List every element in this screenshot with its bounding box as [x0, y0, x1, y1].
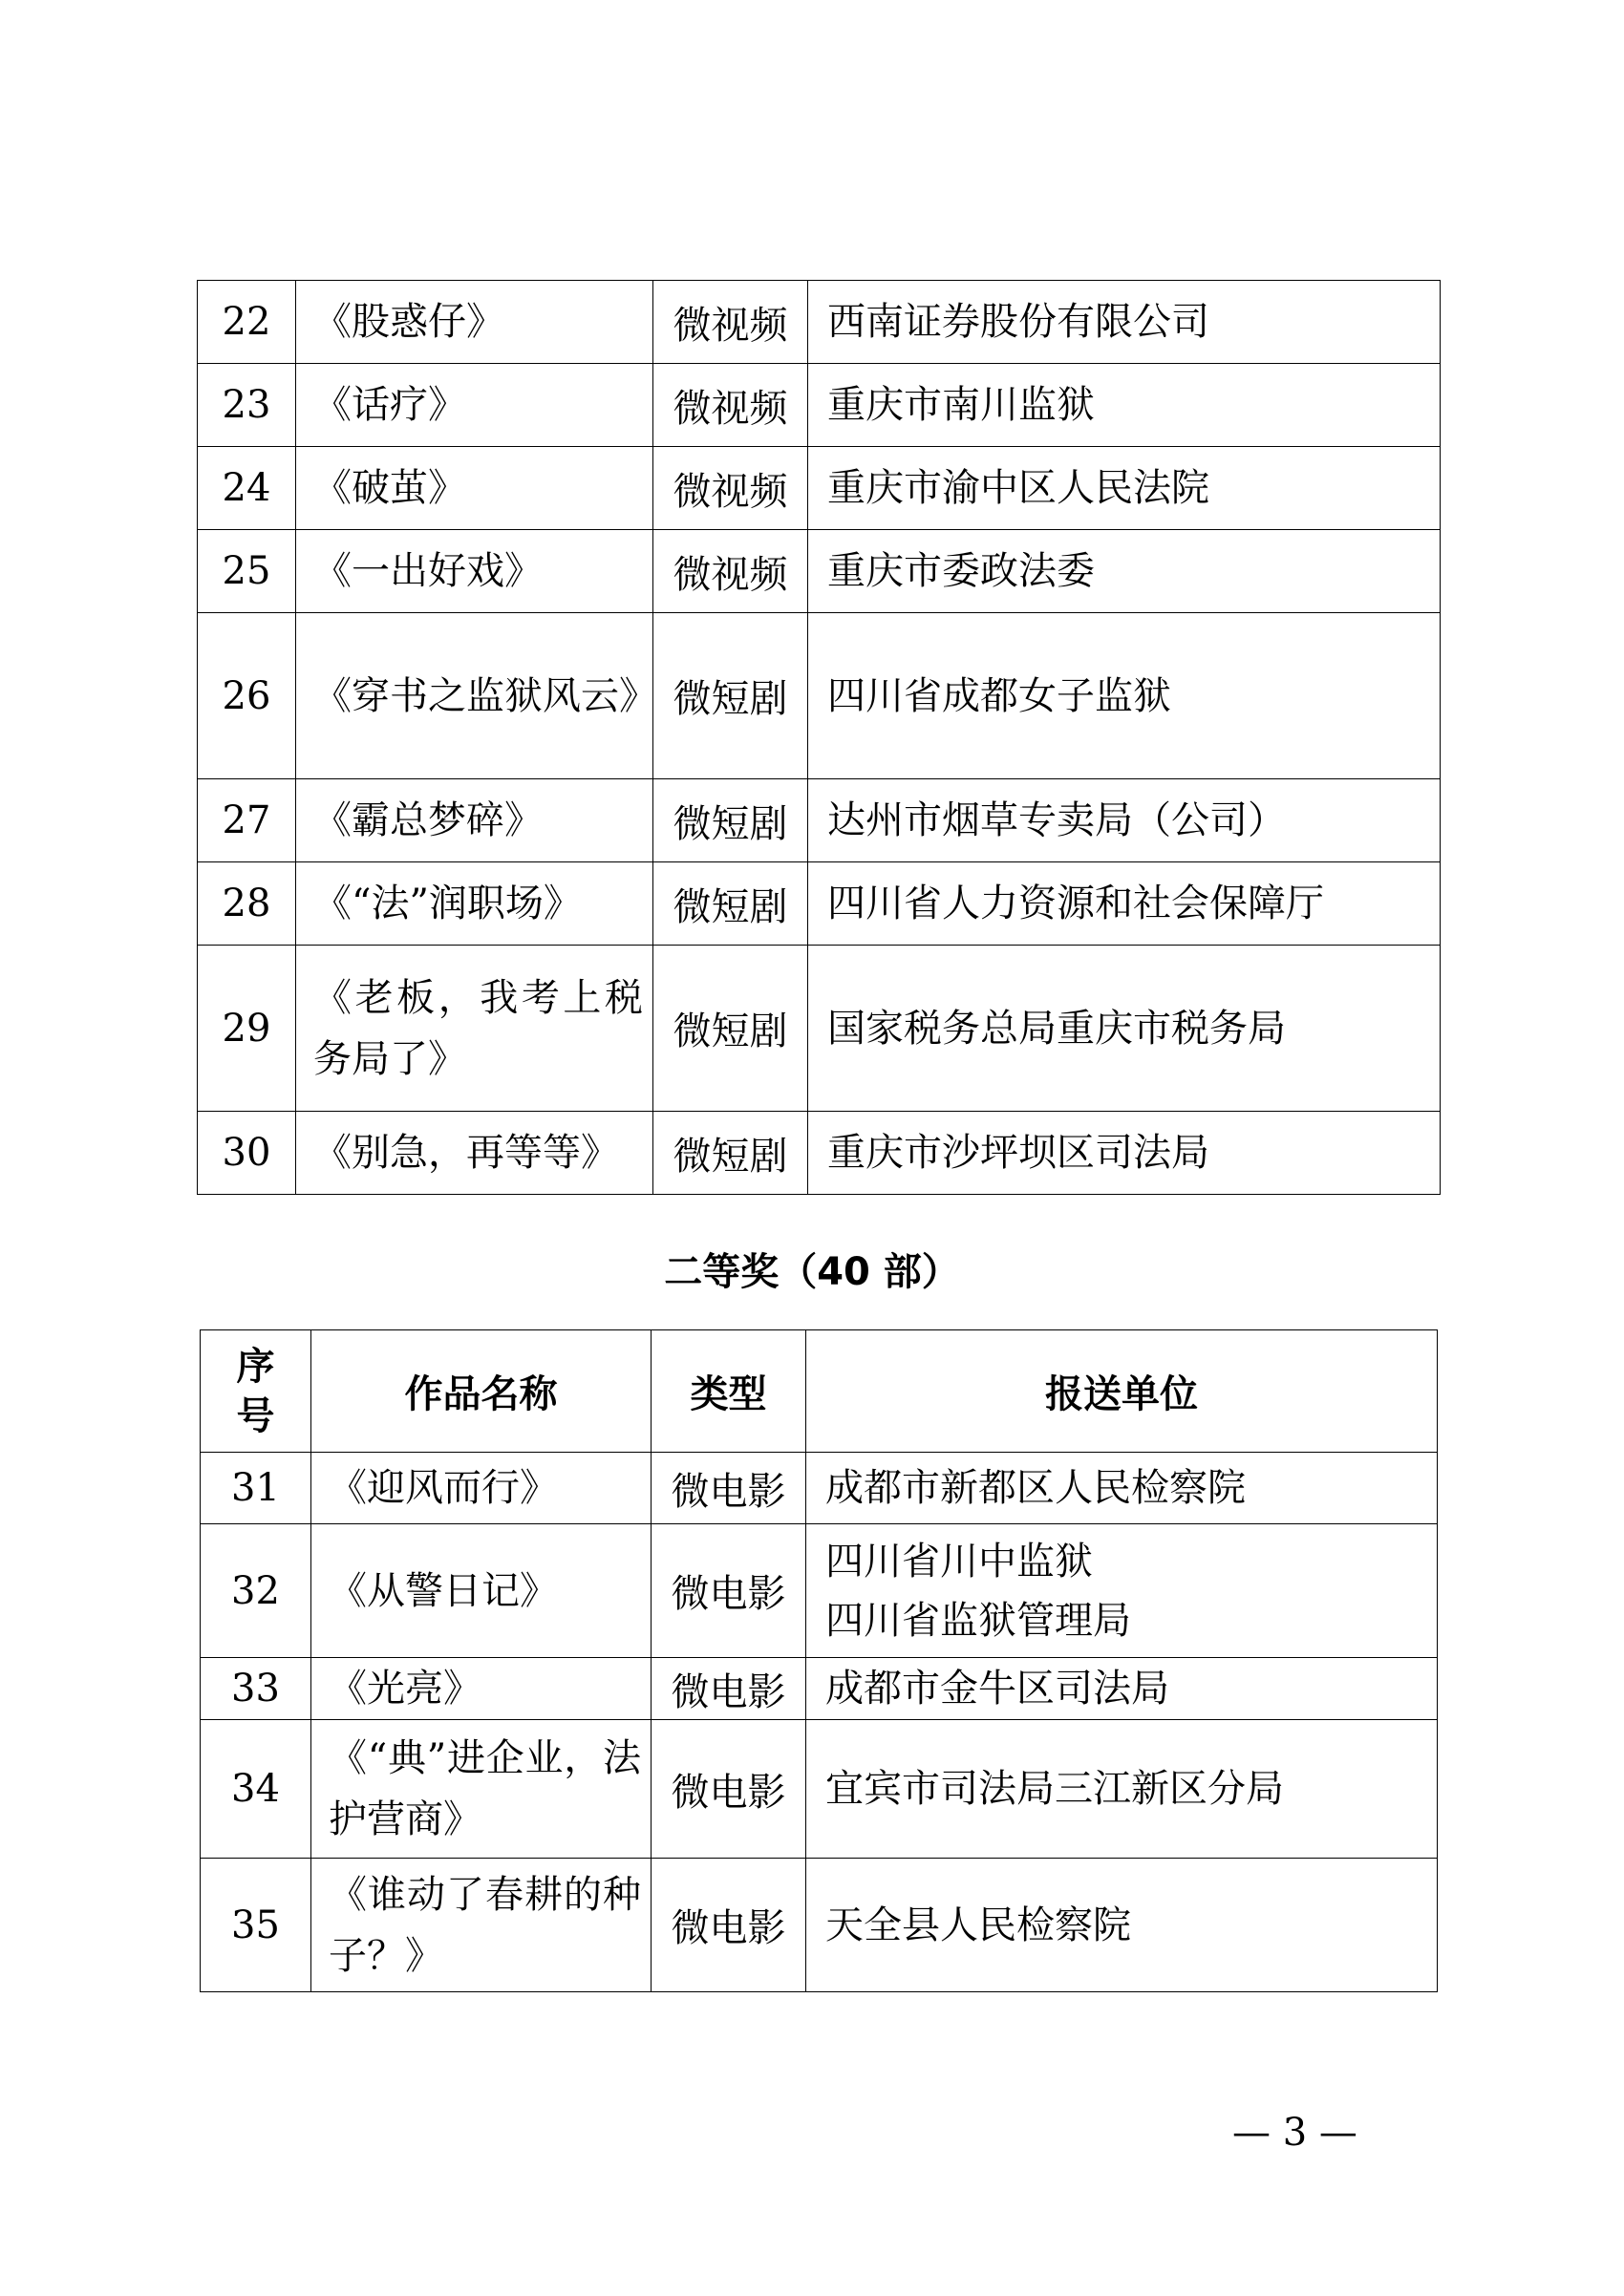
work-title: 《光亮》: [311, 1658, 652, 1720]
table-row: [201, 1453, 1438, 1524]
submitting-unit: 重庆市沙坪坝区司法局: [808, 1112, 1441, 1195]
table-row: [201, 1859, 1438, 1992]
submitting-unit: 成都市新都区人民检察院: [806, 1453, 1438, 1524]
table-row: [198, 862, 1441, 946]
work-title: 《破茧》: [296, 447, 653, 530]
work-type: 微视频: [653, 530, 808, 613]
table-row: [198, 779, 1441, 862]
work-type: 微视频: [653, 447, 808, 530]
work-type: 微短剧: [653, 613, 808, 779]
table-row: [198, 447, 1441, 530]
header-type: 类型: [652, 1330, 806, 1453]
submitting-unit: [806, 1524, 1438, 1658]
work-type: 微电影: [652, 1524, 806, 1658]
award-table-first: [197, 280, 1441, 1195]
row-number: 28: [198, 862, 296, 946]
table-header-row: [201, 1330, 1438, 1453]
work-title: 《股惑仔》: [296, 281, 653, 364]
submitting-unit: 国家税务总局重庆市税务局: [808, 946, 1441, 1112]
table-row: [198, 281, 1441, 364]
submitting-unit: 西南证券股份有限公司: [808, 281, 1441, 364]
work-title: 《话疗》: [296, 364, 653, 447]
work-type: 微电影: [652, 1453, 806, 1524]
header-unit: 报送单位: [806, 1330, 1438, 1453]
submitting-unit: 四川省人力资源和社会保障厅: [808, 862, 1441, 946]
work-title: 《一出好戏》: [296, 530, 653, 613]
table-row: [198, 530, 1441, 613]
work-type: 微电影: [652, 1720, 806, 1859]
table-row: [198, 613, 1441, 779]
unit-line-2: 四川省监狱管理局: [825, 1598, 1131, 1643]
work-type: 微短剧: [653, 946, 808, 1112]
header-number: 序号: [201, 1330, 311, 1453]
work-title: 《别急，再等等》: [296, 1112, 653, 1195]
table-row: [198, 1112, 1441, 1195]
unit-line-1: 四川省川中监狱: [825, 1539, 1093, 1584]
row-number: 34: [201, 1720, 311, 1859]
work-title: 《“典”进企业，法护营商》: [311, 1720, 652, 1859]
row-number: 35: [201, 1859, 311, 1992]
work-title: 《霸总梦碎》: [296, 779, 653, 862]
row-number: 26: [198, 613, 296, 779]
work-type: 微短剧: [653, 1112, 808, 1195]
row-number: 31: [201, 1453, 311, 1524]
work-title: 《迎风而行》: [311, 1453, 652, 1524]
row-number: 25: [198, 530, 296, 613]
row-number: 24: [198, 447, 296, 530]
table-row: [201, 1524, 1438, 1658]
submitting-unit: 宜宾市司法局三江新区分局: [806, 1720, 1438, 1859]
work-title: 《穿书之监狱风云》: [296, 613, 653, 779]
work-title: 《“法”润职场》: [296, 862, 653, 946]
submitting-unit: 重庆市渝中区人民法院: [808, 447, 1441, 530]
submitting-unit: 达州市烟草专卖局（公司）: [808, 779, 1441, 862]
work-title: 《从警日记》: [311, 1524, 652, 1658]
row-number: 27: [198, 779, 296, 862]
row-number: 22: [198, 281, 296, 364]
submitting-unit: 天全县人民检察院: [806, 1859, 1438, 1992]
award-table-second-prize: [200, 1329, 1438, 1992]
submitting-unit: 四川省成都女子监狱: [808, 613, 1441, 779]
work-type: 微视频: [653, 281, 808, 364]
table-row: [201, 1720, 1438, 1859]
work-type: 微电影: [652, 1658, 806, 1720]
work-type: 微电影: [652, 1859, 806, 1992]
work-type: 微短剧: [653, 779, 808, 862]
submitting-unit: 成都市金牛区司法局: [806, 1658, 1438, 1720]
work-type: 微短剧: [653, 862, 808, 946]
work-type: 微视频: [653, 364, 808, 447]
row-number: 30: [198, 1112, 296, 1195]
submitting-unit: 重庆市南川监狱: [808, 364, 1441, 447]
row-number: 23: [198, 364, 296, 447]
second-prize-heading: 二等奖（40 部）: [664, 1250, 960, 1294]
header-work-title: 作品名称: [311, 1330, 652, 1453]
row-number: 29: [198, 946, 296, 1112]
page-number: — 3 —: [1232, 2111, 1357, 2155]
row-number: 33: [201, 1658, 311, 1720]
table-row: [201, 1658, 1438, 1720]
row-number: 32: [201, 1524, 311, 1658]
table-row: [198, 364, 1441, 447]
work-title: 《谁动了春耕的种子？》: [311, 1859, 652, 1992]
submitting-unit: 重庆市委政法委: [808, 530, 1441, 613]
table-row: [198, 946, 1441, 1112]
work-title: 《老板，我考上税务局了》: [296, 946, 653, 1112]
